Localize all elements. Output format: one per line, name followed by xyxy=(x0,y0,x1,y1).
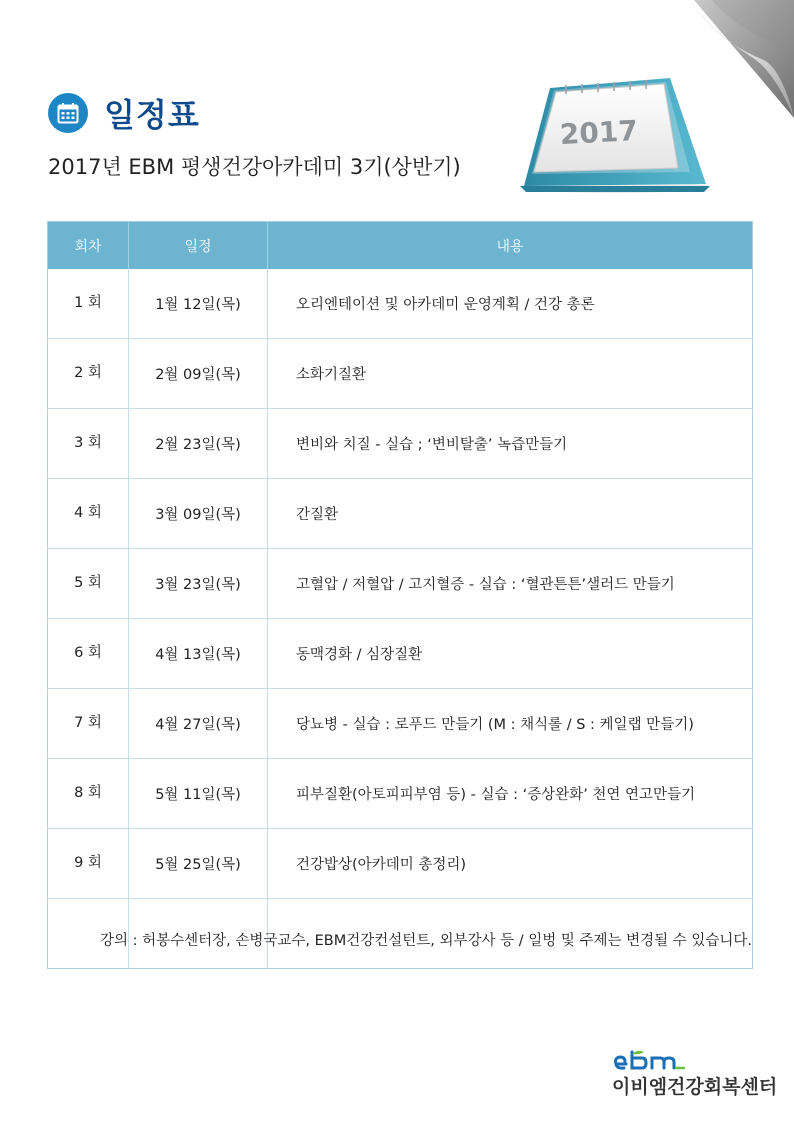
content-cell: 피부질환(아토피피부염 등) - 실습 : ‘증상완화’ 천연 연고만들기 xyxy=(268,759,753,829)
content-cell: 고혈압 / 저혈압 / 고지혈증 - 실습 : ‘혈관튼튼’샐러드 만들기 xyxy=(268,549,753,619)
table-row xyxy=(48,409,753,479)
table-row xyxy=(48,479,753,549)
session-cell: 7 회 xyxy=(48,689,129,759)
date-cell: 3월 09일(목) xyxy=(129,479,268,549)
content-cell: 소화기질환 xyxy=(268,339,753,409)
table-row xyxy=(48,689,753,759)
header-session: 회차 xyxy=(48,222,129,270)
date-cell: 4월 13일(목) xyxy=(129,619,268,689)
session-cell: 9 회 xyxy=(48,829,129,899)
header-date: 일정 xyxy=(129,222,268,270)
date-cell: 2월 09일(목) xyxy=(129,339,268,409)
date-cell: 2월 23일(목) xyxy=(129,409,268,479)
date-cell: 3월 23일(목) xyxy=(129,549,268,619)
content-cell: 당뇨병 - 실습 : 로푸드 만들기 (M : 채식롤 / S : 케일랩 만들기) xyxy=(268,689,753,759)
ebm-logo xyxy=(612,1050,686,1072)
page-subtitle: 2017년 EBM 평생건강아카데미 3기(상반기) xyxy=(48,155,461,179)
session-cell: 8 회 xyxy=(48,759,129,829)
table-row xyxy=(48,269,753,339)
session-cell: 1 회 xyxy=(48,269,129,339)
table-row xyxy=(48,339,753,409)
page-title: 일정표 xyxy=(104,96,200,134)
content-cell: 건강밥상(아카데미 총정리) xyxy=(268,829,753,899)
calendar-icon xyxy=(48,93,88,133)
content-cell: 동맥경화 / 심장질환 xyxy=(268,619,753,689)
table-header-row xyxy=(48,222,753,270)
content-cell: 간질환 xyxy=(268,479,753,549)
date-cell: 5월 25일(목) xyxy=(129,829,268,899)
header-content: 내용 xyxy=(268,222,753,270)
date-cell: 5월 11일(목) xyxy=(129,759,268,829)
logo-name: 이비엠건강회복센터 xyxy=(612,1076,778,1098)
content-cell: 변비와 치질 - 실습 ; ‘변비탈출’ 녹즙만들기 xyxy=(268,409,753,479)
date-cell: 4월 27일(목) xyxy=(129,689,268,759)
desk-calendar-illustration xyxy=(520,76,710,194)
content-cell: 오리엔테이션 및 아카데미 운영계획 / 건강 총론 xyxy=(268,269,753,339)
session-cell: 2 회 xyxy=(48,339,129,409)
session-cell: 5 회 xyxy=(48,549,129,619)
session-cell: 4 회 xyxy=(48,479,129,549)
table-row xyxy=(48,619,753,689)
table-row xyxy=(48,759,753,829)
session-cell: 6 회 xyxy=(48,619,129,689)
date-cell: 1월 12일(목) xyxy=(129,269,268,339)
calendar-year: 2017 xyxy=(559,114,639,152)
footer-note: 강의 : 허봉수센터장, 손병국교수, EBM건강컨설턴트, 외부강사 등 / 일벙 및 주제는 변경될 수 있습니다. xyxy=(99,933,752,949)
table-row xyxy=(48,829,753,899)
session-cell: 3 회 xyxy=(48,409,129,479)
schedule-table xyxy=(47,221,753,969)
table-row xyxy=(48,549,753,619)
